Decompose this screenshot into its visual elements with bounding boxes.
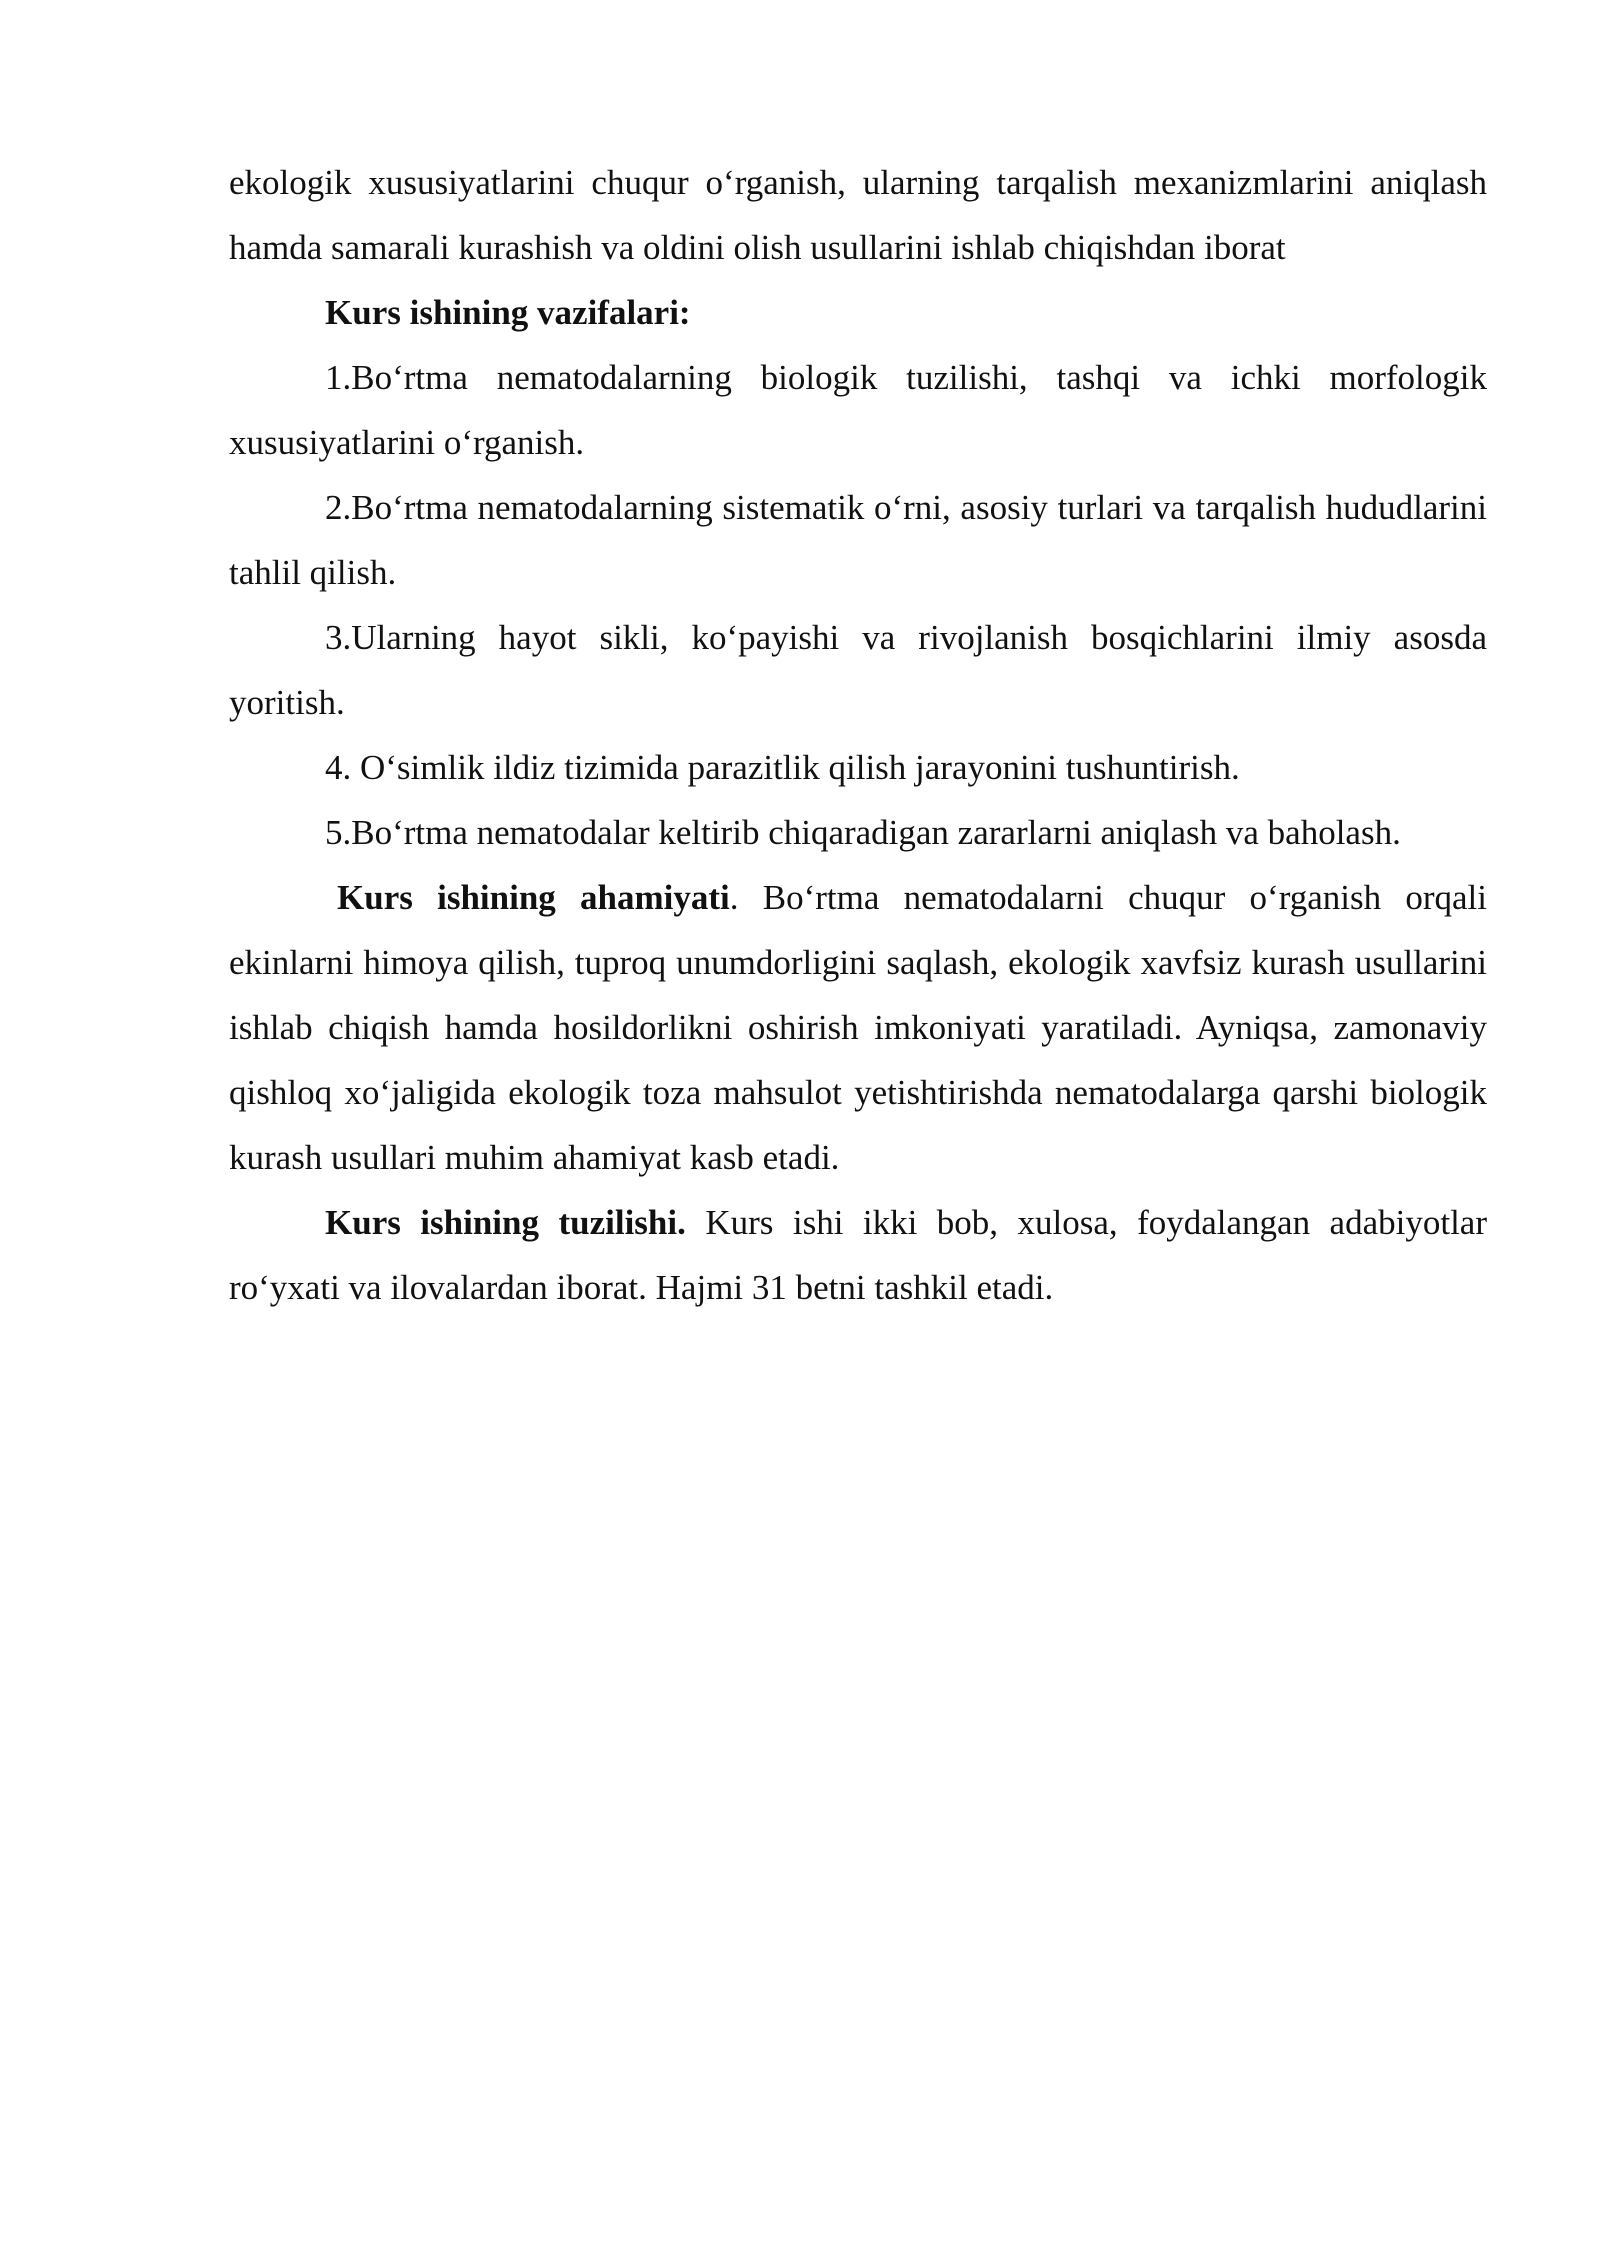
structure-paragraph	[229, 1190, 1487, 1320]
importance-heading: Kurs ishining ahamiyati	[337, 878, 730, 917]
task-item-1: 1.Bo‘rtma nematodalarning biologik tuzilishi, tashqi va ichki morfologik xususiyatlarini o‘rganish.	[229, 358, 1487, 462]
task-item-2: 2.Bo‘rtma nematodalarning sistematik o‘rni, asosiy turlari va tarqalish hududlarini tahlil qilish.	[229, 488, 1487, 592]
task-item-3: 3.Ularning hayot sikli, ko‘payishi va rivojlanish bosqichlarini ilmiy asosda yoritish.	[229, 618, 1487, 722]
importance-text: . Bo‘rtma nematodalarni chuqur o‘rganish orqali ekinlarni himoya qilish, tuproq unumdorligini saqlash, ekologik xavfsiz kurash usullarini ishlab chiqish hamda hosildorlikni oshirish imkoniyati yaratiladi. Ayniqsa, zamonaviy qishloq xo‘jaligida ekologik toza mahsulot yetishtirishda nematodalarga qarshi biologik kurash usullari muhim ahamiyat kasb etadi.	[229, 878, 1487, 1177]
task-item-4: 4. O‘simlik ildiz tizimida parazitlik qilish jarayonini tushuntirish.	[325, 748, 1240, 787]
structure-heading: Kurs ishining tuzilishi.	[325, 1203, 686, 1242]
document-body	[229, 150, 1487, 1320]
structure-text: Kurs ishi ikki bob, xulosa, foydalangan adabiyotlar ro‘yxati va ilovalardan iborat. Hajmi 31 betni tashkil etadi.	[229, 1203, 1487, 1307]
tasks-heading: Kurs ishining vazifalari:	[325, 293, 691, 332]
task-item-5: 5.Bo‘rtma nematodalar keltirib chiqaradigan zararlarni aniqlash va baholash.	[325, 813, 1401, 852]
intro-paragraph: ekologik xususiyatlarini chuqur o‘rganish, ularning tarqalish mexanizmlarini aniqlash hamda samarali kurashish va oldini olish usullarini ishlab chiqishdan iborat	[229, 163, 1487, 267]
importance-paragraph	[229, 865, 1487, 1190]
